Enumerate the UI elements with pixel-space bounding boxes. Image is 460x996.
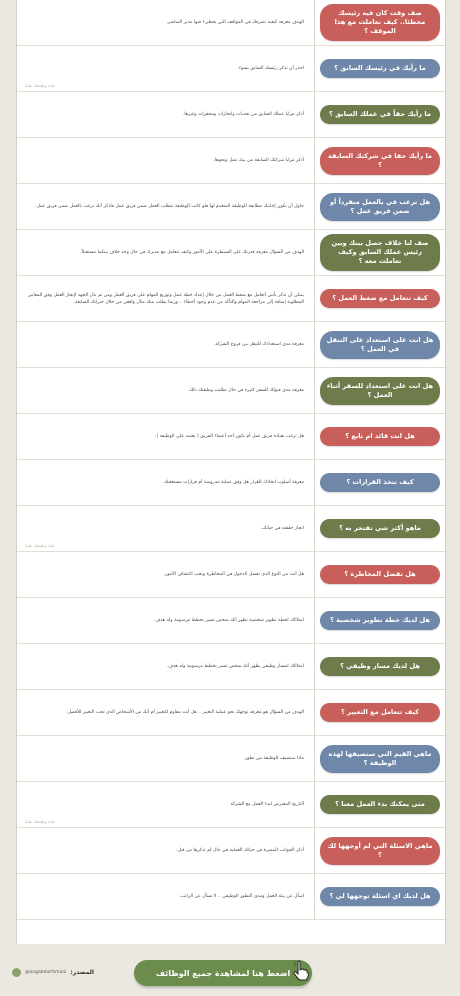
question-cell xyxy=(314,782,445,827)
question-cell xyxy=(314,0,445,45)
table-row xyxy=(17,690,445,736)
question-pill: هل انت على استعداد للسفر أثناء العمل ؟ xyxy=(320,377,440,405)
question-cell xyxy=(314,138,445,183)
table-row xyxy=(17,138,445,184)
table-row xyxy=(17,414,445,460)
source-label: المصدر: xyxy=(70,969,94,976)
answer-text: أذكر مزايا عملك السابق من تحديات وانجازات ومحفزات وغيرها. xyxy=(182,112,304,117)
table-row xyxy=(17,230,445,276)
view-all-jobs-button[interactable] xyxy=(134,960,312,986)
question-pill: ماهي القيم التي ستضيفها لهذه الوظيفة ؟ xyxy=(320,745,440,773)
question-cell xyxy=(314,736,445,781)
question-pill: ما رأيك حقاً في عملك السابق ؟ xyxy=(320,105,440,124)
question-pill: هل لديك مسار وظيفي ؟ xyxy=(320,657,440,676)
table-row xyxy=(17,92,445,138)
table-row xyxy=(17,460,445,506)
question-pill: هل لديك اي اسئلة توجهها لي ؟ xyxy=(320,887,440,906)
answer-text: اسأل عن بيئة العمل ومدى التطور الوظيفي .. لا تسأل عن الراتب. xyxy=(179,894,304,899)
question-cell xyxy=(314,828,445,873)
question-cell xyxy=(314,460,445,505)
question-cell xyxy=(314,46,445,91)
table-row xyxy=(17,736,445,782)
question-cell xyxy=(314,598,445,643)
answer-text: معرفة مدى قبولك للسفر كثيرة في حال تطلبت وظيفتك ذلك. xyxy=(187,388,304,393)
question-cell xyxy=(314,552,445,597)
source-handle: @engabdulrhmani xyxy=(25,970,67,975)
question-cell xyxy=(314,368,445,413)
answer-text: امتلاكك لمسار وظيفي يظهر أنك شخص تسير بخطط مرسومة وله هدف. xyxy=(166,664,304,669)
answer-text: يمكن أن تذكر بأنني أتعامل مع ضغط العمل من خلال إعداد خطة عمل وتوزيع المهام على فريق العمل ومن ثم بذل الجهد لإنجاز العمل وفق المعايير المطلوبة إضافة إلى مراجعة المهام والتأكد من عدم وجود أخطاء .. وربما يطلب منك مثال واقعي من خلال خبراتك السابقة. xyxy=(28,292,304,305)
answer-text: الهدف معرفة كيفية تصرفك في المواقف التي يخطىء فيها مدير المباشر. xyxy=(166,20,304,25)
answer-text: احذر أن تذكر رئيسك السابق بسوء. xyxy=(237,66,304,71)
table-row xyxy=(17,598,445,644)
answer-text: الهدف من السؤال معرفة قدرتك على السيطرة على الأمور وكيف تتعامل مع مديرك في حال وجد خلاف بينكما مستقبلاً. xyxy=(80,250,304,255)
question-pill: كيف تتعامل مع التغيير ؟ xyxy=(320,703,440,722)
answer-text: الهدف من السؤال هو معرفة توجهك نحو عملية التغيير .. هل أنت مقاوم للتغيير أم أنك من الأشخاص الذي تحب التغيير للأفضل. xyxy=(66,710,304,715)
table-row xyxy=(17,368,445,414)
table-row xyxy=(17,782,445,828)
question-pill: صف وقت كان فيه رئيسك مخطئا.. كيف تعاملت مع هذا الموقف ؟ xyxy=(320,4,440,41)
question-pill: ما رأيك في رئيسك السابق ؟ xyxy=(320,59,440,78)
table-row xyxy=(17,276,445,322)
question-pill: هل انت على استعداد على التنقل في العمل ؟ xyxy=(320,331,440,359)
question-cell xyxy=(314,414,445,459)
table-row xyxy=(17,644,445,690)
table-row xyxy=(17,828,445,874)
question-pill: متى يمكنك بدء العمل معنا ؟ xyxy=(320,795,440,814)
question-cell xyxy=(314,874,445,919)
table-row xyxy=(17,506,445,552)
question-pill: هل لديك خطة تطوير شخصية ؟ xyxy=(320,611,440,630)
table-row xyxy=(17,874,445,920)
question-cell xyxy=(314,276,445,321)
question-pill: ماهي الاسئلة التي لم أوجهها لك ؟ xyxy=(320,837,440,865)
channel-watermark: قناة وظيفتك علينا xyxy=(25,819,55,824)
answer-text: أذكر الجوانب المميزة في حياتك العملية في حال لم تذكرها من قبل. xyxy=(176,848,304,853)
answer-text: امتلاكك لخطة تطوير شخصية تظهر أنك شخص تسير بخطط مرسومة وله هدف. xyxy=(154,618,304,623)
question-cell xyxy=(314,690,445,735)
answer-text: معرفة أسلوب اتخاذك للقرار هل وفق عملية مدروسة أم قرارات مستعجلة. xyxy=(163,480,304,485)
answer-text: التاريخ المفترض لبدء العمل مع الشركة xyxy=(230,802,304,807)
question-pill: هل انت قائد ام تابع ؟ xyxy=(320,427,440,446)
table-row xyxy=(17,552,445,598)
hand-pointer-icon xyxy=(292,960,310,982)
table-row xyxy=(17,322,445,368)
question-pill: كيف تتعامل مع ضغط العمل ؟ xyxy=(320,289,440,308)
question-cell xyxy=(314,506,445,551)
question-pill: هل تفضل المخاطرة ؟ xyxy=(320,565,440,584)
source-logo-icon xyxy=(12,968,21,977)
view-all-jobs-label: اضغط هنا لمشاهدة جميع الوظائف xyxy=(155,968,291,978)
question-cell xyxy=(314,184,445,229)
question-pill: هل ترغب في بالعمل منفرداً أو ضمن فريق عمل ؟ xyxy=(320,193,440,221)
channel-watermark: قناة وظيفتك علينا xyxy=(25,83,55,88)
question-pill: صف لنا خلاف حصل بينك وبين رئيس عملك السابق وكيف تعاملت معه ؟ xyxy=(320,234,440,271)
question-pill: كيف تتخذ القرارات ؟ xyxy=(320,473,440,492)
question-pill: ما رأيك حقا في شركتك السابقة ؟ xyxy=(320,147,440,175)
question-cell xyxy=(314,322,445,367)
answer-text: انجاز حققته في حياتك. xyxy=(260,526,304,531)
questions-table xyxy=(16,0,446,944)
answer-text: ماذا ستضيف للوظيفة من تطور xyxy=(244,756,304,761)
table-row xyxy=(17,0,445,46)
answer-text: معرفة مدى استعدادك للتنقل بين فروع الشركة. xyxy=(213,342,304,347)
question-cell xyxy=(314,644,445,689)
answer-text: حاول أن تكون إجابتك مطابقة للوظيفة المتقدم لها فلو كانت الوظيفة تتطلب العمل ضمن فريق عمل فاذكر أنك ترغب بالعمل ضمن فريق عمل. xyxy=(35,204,304,209)
question-cell xyxy=(314,230,445,275)
source-credit xyxy=(12,968,94,977)
table-row xyxy=(17,46,445,92)
answer-text: أذكر مزايا شركتك السابقة من بيئة عمل ونحوها. xyxy=(213,158,304,163)
table-row xyxy=(17,184,445,230)
channel-watermark: قناة وظيفتك علينا xyxy=(25,543,55,548)
answer-text: هل ترغب بقيادة فريق عمل أم تكون أحد أعضاء الفريق ( يعتمد على الوظيفة ). xyxy=(154,434,304,439)
question-pill: ماهو أكثر شي تفتخر به ؟ xyxy=(320,519,440,538)
question-cell xyxy=(314,92,445,137)
answer-text: هل أنت من النوع الذي تفضل الدخول في المخاطرة وتحب اكتشاف الأمور. xyxy=(163,572,304,577)
